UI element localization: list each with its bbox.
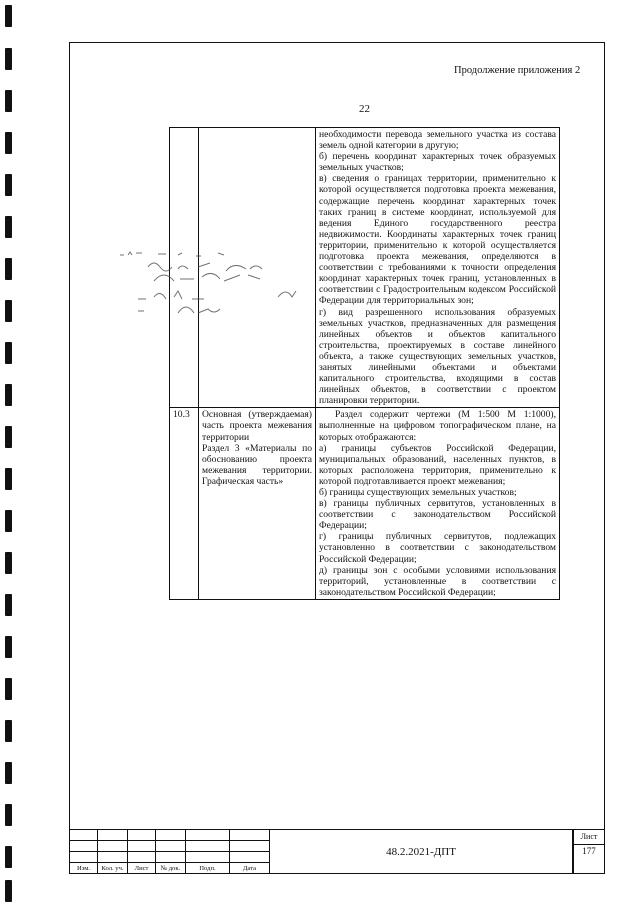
sheet-cell: [573, 829, 605, 874]
binding-mark: [5, 342, 12, 364]
column-header: Подп.: [186, 863, 230, 874]
description-paragraph: а) границы субъектов Российской Федерации, муниципальных образований, населенных пунктов, в которых расположена территория, применительно к которой подготавливается проект межевания;: [319, 442, 556, 487]
handwritten-stamp-scribble: [118, 247, 308, 327]
binding-mark: [5, 880, 12, 902]
section-name: Основная (утверждаемая) часть проекта межевания территории: [202, 409, 312, 443]
binding-mark: [5, 90, 12, 112]
document-code: 48.2.2021-ДПТ: [269, 829, 573, 874]
binding-mark: [5, 510, 12, 532]
title-block: [69, 829, 605, 874]
binding-hole-marks: [0, 0, 20, 905]
row-name-cell: [199, 408, 316, 600]
binding-mark: [5, 216, 12, 238]
binding-mark: [5, 720, 12, 742]
description-paragraph: г) вид разрешенного использования образуемых земельных участков, предназначенных для размещения линейных объектов и объектов капитального строительства, проектируемых в составе линейного объекта, а также существующих земельных участков, занятых линейными объектами и объектами капитального строительства, входящими в состав линейных объектов, в соответствии с проектом планировки территории.: [319, 306, 556, 407]
binding-mark: [5, 636, 12, 658]
row-description-cell: [316, 128, 560, 408]
description-paragraph: в) границы публичных сервитутов, установленных в соответствии с законодательством Российской Федерации;: [319, 498, 556, 532]
description-paragraph: необходимости перевода земельного участка из состава земель одной категории в другую;: [319, 129, 556, 152]
description-paragraph: д) границы зон с особыми условиями использования территорий, установленные в соответствии с законодательством Российской Федерации;: [319, 564, 556, 598]
revision-header-row: [70, 863, 270, 874]
description-paragraph: б) перечень координат характерных точек образуемых земельных участков;: [319, 151, 556, 174]
binding-mark: [5, 762, 12, 784]
binding-mark: [5, 594, 12, 616]
row-number-cell: 10.3: [170, 408, 199, 600]
row-description-cell: [316, 408, 560, 600]
binding-mark: [5, 846, 12, 868]
description-paragraph: г) границы публичных сервитутов, подлежащих установленно в соответствии с законодательством Российской Федерации;: [319, 531, 556, 565]
appendix-note: Продолжение приложения 2: [454, 65, 581, 76]
binding-mark: [5, 5, 12, 27]
requirements-table: [169, 127, 560, 600]
sheet-label: Лист: [574, 830, 604, 845]
column-header: № док.: [156, 863, 186, 874]
binding-mark: [5, 678, 12, 700]
binding-mark: [5, 132, 12, 154]
binding-mark: [5, 384, 12, 406]
table-row: [170, 408, 560, 600]
binding-mark: [5, 258, 12, 280]
binding-mark: [5, 426, 12, 448]
column-header: Изм.: [70, 863, 98, 874]
revision-grid: [69, 829, 270, 874]
binding-mark: [5, 468, 12, 490]
sheet-number: 177: [582, 846, 596, 856]
description-paragraph: Раздел содержит чертежи (М 1:500 М 1:1000), выполненные на цифровом топографическом плане, на которых отображаются:: [319, 409, 556, 443]
section-name: Раздел 3 «Материалы по обоснованию проекта межевания территории. Графическая часть»: [202, 442, 312, 487]
column-header: Дата: [230, 863, 270, 874]
description-paragraph: в) сведения о границах территории, применительно к которой осуществляется подготовка проекта межевания, содержащие перечень координат характерных точек таких границ в системе координат, используемой для ведения Единого государственного реестра недвижимости. Координаты характерных точек границ территории, применительно к которой осуществляется подготовка проекта межевания, определяются в соответствии с требованиями к точности определения координат характерных точек границ, установленных в соответствии с Градостроительным кодексом Российской Федерации для территориальных зон;: [319, 173, 556, 307]
binding-mark: [5, 48, 12, 70]
binding-mark: [5, 174, 12, 196]
binding-mark: [5, 804, 12, 826]
column-header: Лист: [128, 863, 156, 874]
description-paragraph: б) границы существующих земельных участков;: [319, 487, 517, 498]
column-header: Кол. уч.: [98, 863, 128, 874]
binding-mark: [5, 552, 12, 574]
binding-mark: [5, 300, 12, 322]
page-number: 22: [359, 103, 370, 115]
